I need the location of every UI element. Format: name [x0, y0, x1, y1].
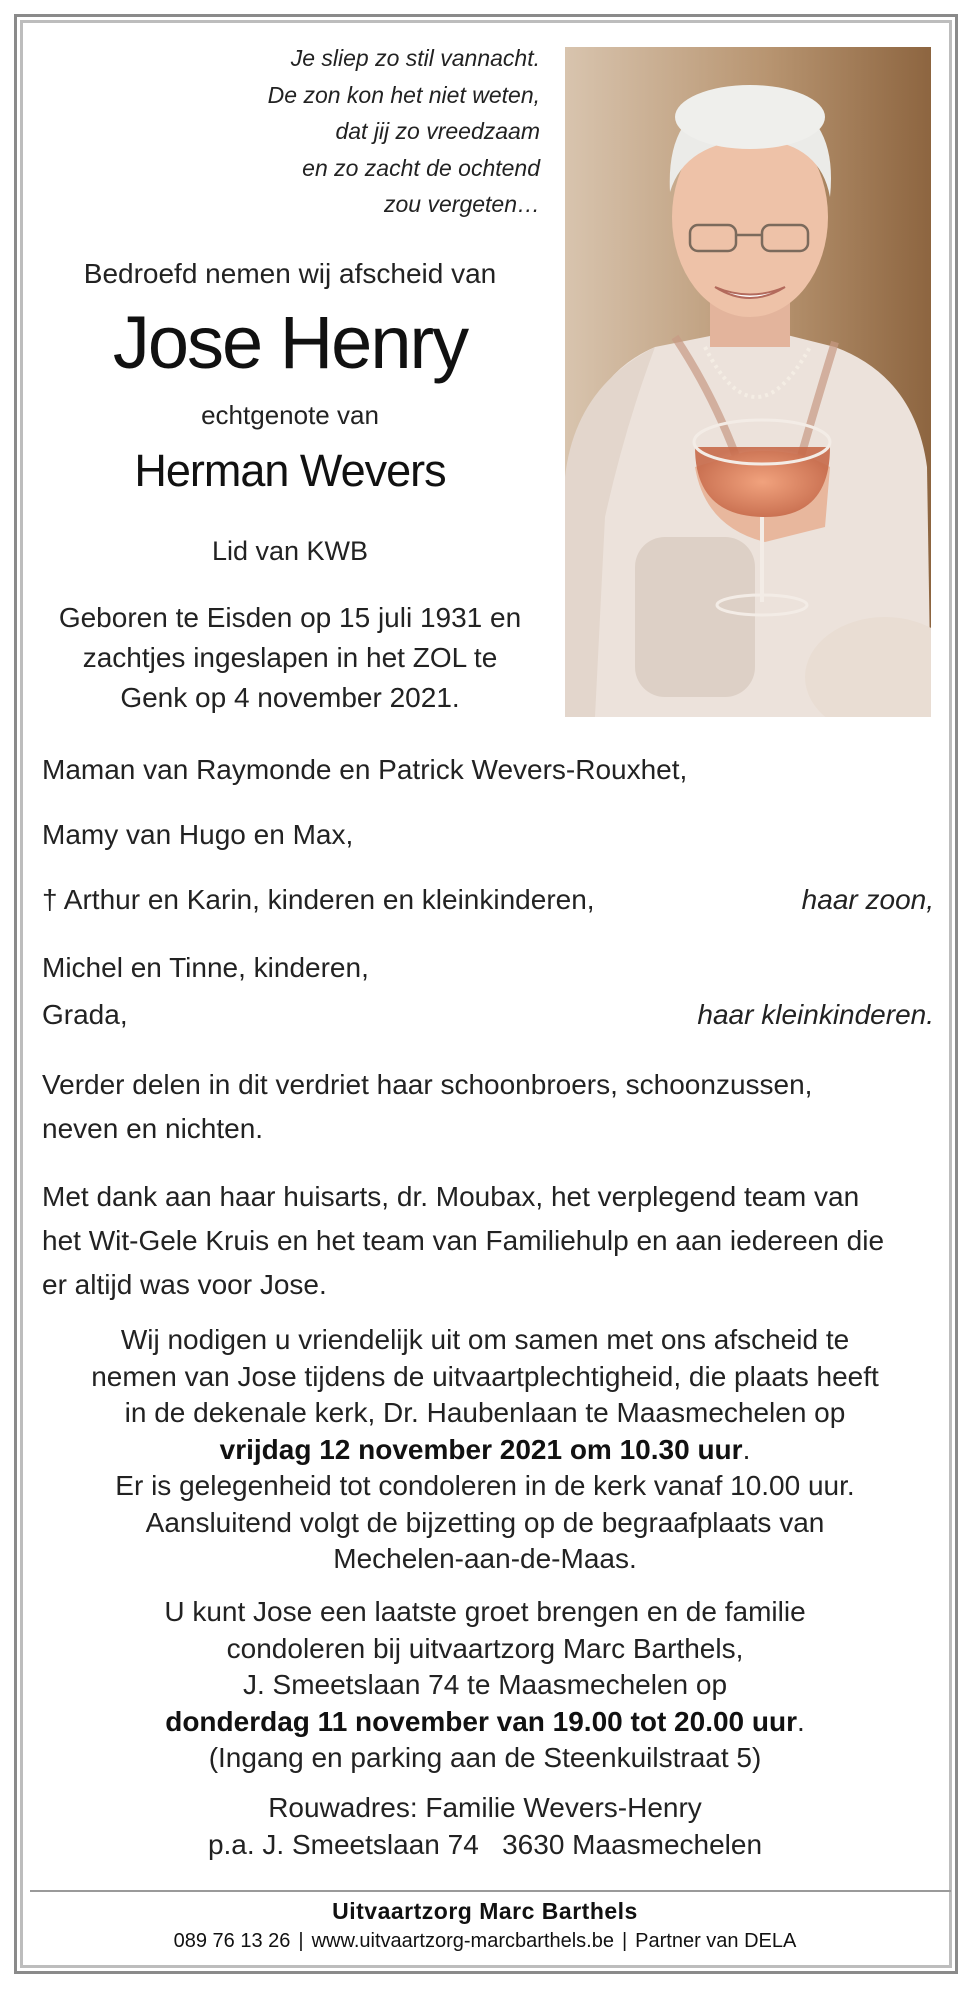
poem [180, 40, 540, 223]
son-line: † Arthur en Karin, kinderen en kleinkinderen, [42, 884, 595, 915]
spouse-label: echtgenote van [201, 400, 379, 430]
funeral-home-name: Uitvaartzorg Marc Barthels [332, 1898, 638, 1924]
footer-phone: 089 76 13 26 [173, 1930, 291, 1952]
funeral-date: vrijdag 12 november 2021 om 10.30 uur [219, 1433, 743, 1465]
funeral-line: Er is gelegenheid tot condoleren in de kerk vanaf 10.00 uur. [115, 1470, 855, 1501]
poem-line: en zo zacht de ochtend [302, 154, 540, 181]
thanks-text [42, 1175, 934, 1307]
grada-line: Grada, [42, 999, 128, 1030]
thanks-line: er altijd was voor Jose. [42, 1269, 327, 1300]
grada-row [42, 993, 934, 1037]
mourning-address [30, 1790, 940, 1863]
birth-line: zachtjes ingeslapen in het ZOL te [82, 642, 498, 673]
footer-partner: Partner van DELA [635, 1930, 797, 1952]
visitation-notice: U kunt Jose een laatste groet brengen en de familie condoleren bij uitvaartzorg Marc Barthels, J. Smeetslaan 74 te Maasmechelen op donderdag 11 november van 19.00 tot 20.00 uur. (Ingang en parking aan de Steenkuilstraat 5) [30, 1594, 940, 1777]
visitation-line: condoleren bij uitvaartzorg Marc Barthels, [226, 1632, 744, 1664]
footer-divider [30, 1890, 951, 1892]
funeral-line: nemen van Jose tijdens de uitvaartplechtigheid, die plaats heeft [91, 1360, 879, 1392]
birth-line: Genk op 4 november 2021. [120, 682, 460, 713]
grandchildren-line: Mamy van Hugo en Max, [42, 819, 354, 850]
visitation-line: U kunt Jose een laatste groet brengen en de familie [164, 1596, 806, 1627]
birth-line: Geboren te Eisden op 15 juli 1931 en [58, 602, 522, 633]
footer-contact [30, 1930, 940, 1953]
children-line: Maman van Raymonde en Patrick Wevers-Rouxhet, [42, 754, 688, 785]
poem-line: Je sliep zo stil vannacht. [290, 45, 540, 71]
poem-line: De zon kon het niet weten, [267, 81, 540, 108]
membership: Lid van KWB [211, 536, 369, 566]
portrait-photo [565, 47, 931, 717]
funeral-line: Wij nodigen u vriendelijk uit om samen met ons afscheid te [120, 1324, 850, 1355]
deceased-name: Jose Henry [112, 301, 468, 384]
separator: | [621, 1930, 628, 1952]
funeral-line: Mechelen-aan-de-Maas. [333, 1543, 637, 1574]
funeral-line: Aansluitend volgt de bijzetting op de begraafplaats van [145, 1506, 825, 1538]
son-label: haar zoon, [801, 884, 934, 915]
thanks-line: Met dank aan haar huisarts, dr. Moubax, het verplegend team van [42, 1181, 860, 1212]
footer-website[interactable]: www.uitvaartzorg-marcbarthels.be [311, 1930, 614, 1952]
intro-text: Bedroefd nemen wij afscheid van [83, 258, 497, 289]
separator: | [298, 1930, 304, 1952]
son-row [42, 878, 934, 922]
visitation-date: donderdag 11 november van 19.00 tot 20.00 uur [165, 1705, 797, 1737]
relatives-text [42, 1063, 934, 1151]
address-line-1: Rouwadres: Familie Wevers-Henry [268, 1792, 702, 1823]
thanks-line: het Wit-Gele Kruis en het team van Familiehulp en aan iedereen die [42, 1225, 885, 1256]
poem-line: dat jij zo vreedzaam [335, 118, 540, 144]
relatives-line: neven en nichten. [42, 1113, 264, 1144]
birth-details [30, 598, 550, 718]
portrait-illustration [565, 47, 931, 717]
address-line-2: p.a. J. Smeetslaan 74 3630 Maasmechelen [207, 1828, 763, 1860]
michel-line: Michel en Tinne, kinderen, [42, 952, 369, 983]
grandchildren-label: haar kleinkinderen. [697, 999, 934, 1030]
relatives-line: Verder delen in dit verdriet haar schoonbroers, schoonzussen, [42, 1069, 813, 1100]
poem-line: zou vergeten… [384, 191, 540, 217]
funeral-notice: Wij nodigen u vriendelijk uit om samen met ons afscheid te nemen van Jose tijdens de uitvaartplechtigheid, die plaats heeft in de dekenale kerk, Dr. Haubenlaan te Maasmechelen op vrijdag 12 november 2021 om 10.30 uur. Er is gelegenheid tot condoleren in de kerk vanaf 10.00 uur. Aansluitend volgt de bijzetting op de begraafplaats van Mechelen-aan-de-Maas. [30, 1322, 940, 1578]
funeral-line: in de dekenale kerk, Dr. Haubenlaan te Maasmechelen op [124, 1397, 846, 1428]
parking-line: (Ingang en parking aan de Steenkuilstraat 5) [208, 1742, 762, 1773]
visitation-line: J. Smeetslaan 74 te Maasmechelen op [242, 1669, 728, 1700]
spouse-name: Herman Wevers [134, 445, 446, 496]
